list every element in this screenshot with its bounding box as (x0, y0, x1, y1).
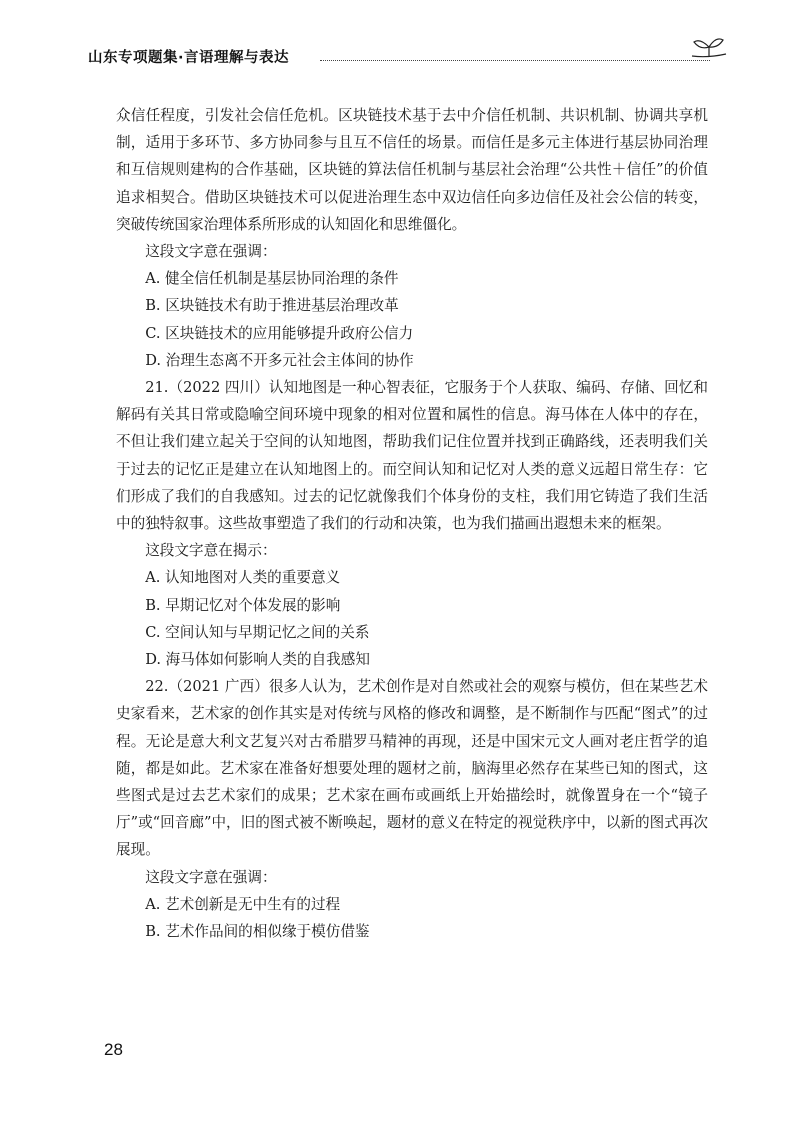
question-prompt: 这段文字意在强调： (145, 243, 277, 261)
question-prompt: 这段文字意在揭示： (145, 542, 277, 560)
question-22-text: 22.（2021 广西）很多人认为，艺术创作是对自然或社会的观察与模仿，但在某些艺术史家看来，艺术家的创作其实是对传统与风格的修改和调整，是不断制作与匹配“图式”的过程。无论是意大利文艺复兴对古希腊罗马精神的再现，还是中国宋元文人画对老庄哲学的追随，都是如此。艺术家在准备好想要处理的题材之前，脑海里必然存在某些已知的图式，这些图式是过去艺术家们的成果；艺术家在画布或画纸上开始描绘时，就像置身在一个“镜子厅”或“回音廊”中，旧的图式被不断唤起，题材的意义在特定的视觉秩序中，以新的图式再次展现。 (116, 678, 708, 859)
header-divider (320, 60, 710, 61)
answer-option: C. 空间认知与早期记忆之间的关系 (145, 623, 370, 641)
answer-option: B. 艺术作品间的相似缘于模仿借鉴 (145, 923, 370, 941)
running-header (88, 38, 728, 78)
answer-option: D. 治理生态离不开多元社会主体间的协作 (145, 351, 414, 369)
answer-option: A. 健全信任机制是基层协同治理的条件 (145, 270, 399, 288)
sprout-icon (688, 34, 728, 66)
question-prompt: 这段文字意在强调： (145, 868, 277, 886)
answer-option: A. 认知地图对人类的重要意义 (145, 569, 341, 587)
question-21-text: 21.（2022 四川）认知地图是一种心智表征，它服务于个人获取、编码、存储、回忆和解码有关其日常或隐喻空间环境中现象的相对位置和属性的信息。海马体在人体中的存在，不但让我们建立起关于空间的认知地图，帮助我们记住位置并找到正确路线，还表明我们关于过去的记忆正是建立在认知地图上的。而空间认知和记忆对人类的意义远超日常生存：它们形成了我们的自我感知。过去的记忆就像我们个体身份的支柱，我们用它铸造了我们生活中的独特叙事。这些故事塑造了我们的行动和决策，也为我们描画出遐想未来的框架。 (116, 379, 708, 533)
answer-option: D. 海马体如何影响人类的自我感知 (145, 651, 370, 669)
page-content (116, 102, 708, 945)
answer-option: A. 艺术创新是无中生有的过程 (145, 895, 341, 913)
answer-option: B. 早期记忆对个体发展的影响 (145, 596, 341, 614)
answer-option: C. 区块链技术的应用能够提升政府公信力 (145, 324, 414, 342)
answer-option: B. 区块链技术有助于推进基层治理改革 (145, 297, 399, 315)
page-number: 28 (104, 1040, 123, 1059)
header-title: 山东专项题集·言语理解与表达 (88, 50, 290, 66)
passage-1-text: 众信任程度，引发社会信任危机。区块链技术基于去中介信任机制、共识机制、协调共享机制，适用于多环节、多方协同参与且互不信任的场景。而信任是多元主体进行基层协同治理和互信规则建构的合作基础，区块链的算法信任机制与基层社会治理“公共性＋信任”的价值追求相契合。借助区块链技术可以促进治理生态中双边信任向多边信任及社会公信的转变，突破传统国家治理体系所形成的认知固化和思维僵化。 (116, 107, 708, 233)
